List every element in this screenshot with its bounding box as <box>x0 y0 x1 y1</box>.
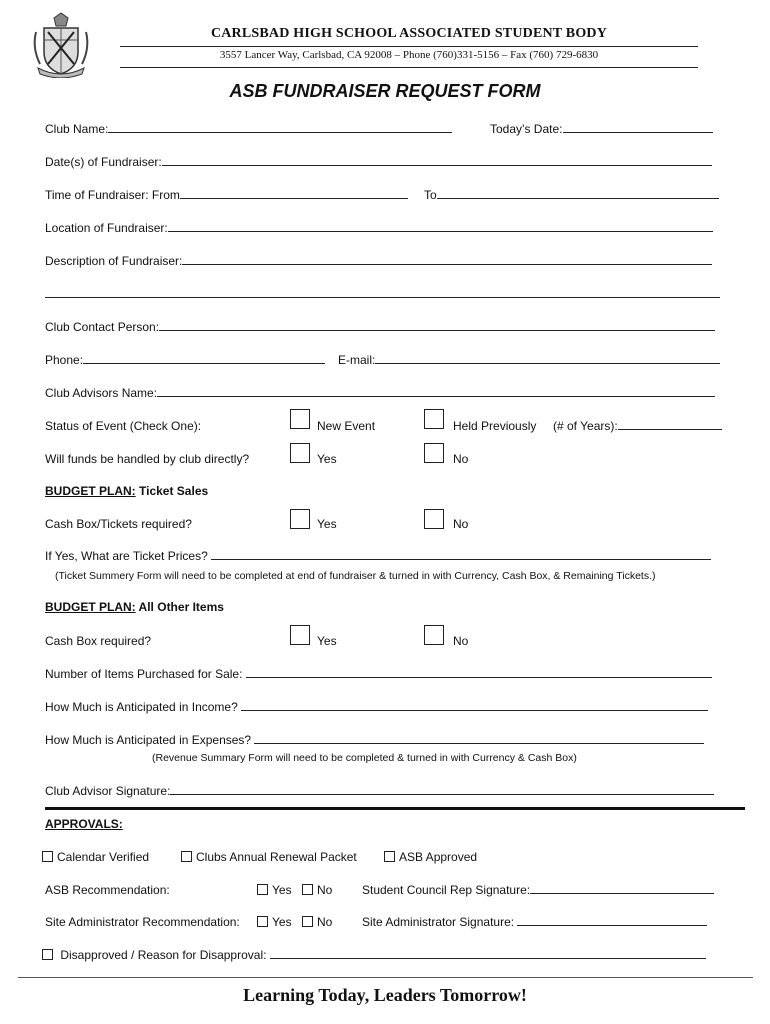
calendar-verified-label: Calendar Verified <box>57 850 150 864</box>
site-signature-row <box>362 914 707 930</box>
approvals-heading <box>45 817 123 831</box>
items-label: Number of Items Purchased for Sale: <box>45 667 243 681</box>
income-label: How Much is Anticipated in Income? <box>45 700 238 714</box>
description-label: Description of Fundraiser: <box>45 254 183 268</box>
todays-date-field[interactable] <box>563 121 713 133</box>
time-from-row <box>45 187 408 203</box>
asb-approved-label: ASB Approved <box>399 850 478 864</box>
dates-label: Date(s) of Fundraiser: <box>45 155 162 169</box>
disapproved-checkbox[interactable] <box>42 949 53 960</box>
site-rec-yes-checkbox[interactable] <box>257 916 268 927</box>
contact-label: Club Contact Person: <box>45 320 160 334</box>
years-row <box>553 418 722 434</box>
description-field[interactable] <box>182 253 712 265</box>
ticket-summary-note: (Ticket Summery Form will need to be completed at end of fundraiser & turned in with Currency, Cash Box, & Remaining Tickets.) <box>55 570 656 582</box>
phone-row <box>45 352 325 368</box>
items-field[interactable] <box>246 666 712 678</box>
ticket-prices-row <box>45 548 711 564</box>
ticket-cashbox-yes-checkbox[interactable] <box>290 509 310 529</box>
phone-label: Phone: <box>45 353 84 367</box>
asb-rec-no-row <box>302 882 332 898</box>
new-event-label: New Event <box>317 419 376 433</box>
time-to-label: To <box>424 188 437 202</box>
council-signature-field[interactable] <box>530 882 714 894</box>
time-to-row <box>424 187 719 203</box>
site-rec-no-row <box>302 914 332 930</box>
approvals-heading-text: APPROVALS: <box>45 817 123 831</box>
funds-yes-label: Yes <box>317 452 337 466</box>
ticket-prices-label: If Yes, What are Ticket Prices? <box>45 549 208 563</box>
school-motto: Learning Today, Leaders Tomorrow! <box>243 985 527 1005</box>
school-address: 3557 Lancer Way, Carlsbad, CA 92008 – Phone (760)331-5156 – Fax (760) 729-6830 <box>219 49 599 61</box>
location-row <box>45 220 713 236</box>
renewal-packet-checkbox[interactable] <box>181 851 192 862</box>
asb-rec-no-checkbox[interactable] <box>302 884 313 895</box>
revenue-summary-note: (Revenue Summary Form will need to be completed & turned in with Currency & Cash Box) <box>152 752 577 764</box>
funds-no-checkbox[interactable] <box>424 443 444 463</box>
site-signature-field[interactable] <box>517 914 707 926</box>
dates-row <box>45 154 712 170</box>
new-event-checkbox[interactable] <box>290 409 310 429</box>
budget-ticket-heading-rest: Ticket Sales <box>135 484 209 498</box>
ticket-cashbox-no-label: No <box>453 517 469 531</box>
time-from-label: Time of Fundraiser: From <box>45 188 180 202</box>
asb-rec-yes-checkbox[interactable] <box>257 884 268 895</box>
asb-approved-checkbox[interactable] <box>384 851 395 862</box>
income-row <box>45 699 708 715</box>
status-label: Status of Event (Check One): <box>45 419 202 433</box>
school-name: CARLSBAD HIGH SCHOOL ASSOCIATED STUDENT BODY <box>210 26 608 41</box>
advisors-row <box>45 385 715 401</box>
header-rule-bottom <box>120 67 698 68</box>
ticket-cashbox-no-checkbox[interactable] <box>424 509 444 529</box>
section-divider <box>45 807 745 810</box>
advisor-signature-field[interactable] <box>170 783 714 795</box>
time-from-field[interactable] <box>180 187 408 199</box>
budget-other-heading-rest: All Other Items <box>135 600 224 614</box>
budget-other-heading-underlined: BUDGET PLAN: <box>45 600 136 614</box>
dates-field[interactable] <box>162 154 712 166</box>
phone-field[interactable] <box>83 352 325 364</box>
asb-approved-row <box>384 849 477 865</box>
school-crest-icon <box>30 12 92 78</box>
footer-rule <box>18 977 753 978</box>
years-label: (# of Years): <box>553 419 618 433</box>
site-rec-yes-label: Yes <box>272 915 292 929</box>
description-row <box>45 253 712 269</box>
funds-yes-checkbox[interactable] <box>290 443 310 463</box>
other-cashbox-label: Cash Box required? <box>45 634 152 648</box>
funds-label: Will funds be handled by club directly? <box>45 452 250 466</box>
site-rec-yes-row <box>257 914 292 930</box>
other-cashbox-no-checkbox[interactable] <box>424 625 444 645</box>
advisor-signature-row <box>45 783 714 799</box>
years-field[interactable] <box>618 418 722 430</box>
location-field[interactable] <box>168 220 713 232</box>
description-field-continued[interactable] <box>45 286 720 298</box>
club-name-row <box>45 121 452 137</box>
expenses-field[interactable] <box>254 732 704 744</box>
description-row-2 <box>45 286 720 302</box>
location-label: Location of Fundraiser: <box>45 221 168 235</box>
other-cashbox-yes-checkbox[interactable] <box>290 625 310 645</box>
email-label: E-mail: <box>338 353 376 367</box>
contact-field[interactable] <box>159 319 715 331</box>
time-to-field[interactable] <box>437 187 719 199</box>
ticket-cashbox-yes-label: Yes <box>317 517 337 531</box>
other-cashbox-no-label: No <box>453 634 469 648</box>
asb-recommendation-label: ASB Recommendation: <box>45 883 170 897</box>
form-title: ASB FUNDRAISER REQUEST FORM <box>229 81 541 101</box>
renewal-packet-row <box>181 849 357 865</box>
calendar-verified-checkbox[interactable] <box>42 851 53 862</box>
site-rec-no-label: No <box>317 915 333 929</box>
funds-no-label: No <box>453 452 469 466</box>
advisors-field[interactable] <box>157 385 715 397</box>
budget-other-heading <box>45 600 224 614</box>
email-row <box>338 352 720 368</box>
site-recommendation-label: Site Administrator Recommendation: <box>45 915 240 929</box>
advisors-label: Club Advisors Name: <box>45 386 158 400</box>
items-row <box>45 666 712 682</box>
disapproved-label: Disapproved / Reason for Disapproval: <box>60 948 267 962</box>
budget-ticket-heading-underlined: BUDGET PLAN: <box>45 484 136 498</box>
renewal-packet-label: Clubs Annual Renewal Packet <box>196 850 357 864</box>
club-name-field[interactable] <box>108 121 452 133</box>
held-previously-checkbox[interactable] <box>424 409 444 429</box>
council-signature-label: Student Council Rep Signature: <box>362 883 531 897</box>
todays-date-row <box>490 121 713 137</box>
asb-rec-yes-label: Yes <box>272 883 292 897</box>
asb-rec-no-label: No <box>317 883 333 897</box>
disapproved-reason-field[interactable] <box>270 947 706 959</box>
header-rule-top <box>120 46 698 47</box>
council-signature-row <box>362 882 714 898</box>
ticket-prices-field[interactable] <box>211 548 711 560</box>
disapproved-row <box>42 947 706 963</box>
calendar-verified-row <box>42 849 149 865</box>
asb-rec-yes-row <box>257 882 292 898</box>
budget-ticket-heading <box>45 484 208 498</box>
other-cashbox-yes-label: Yes <box>317 634 337 648</box>
ticket-cashbox-label: Cash Box/Tickets required? <box>45 517 192 531</box>
email-field[interactable] <box>375 352 720 364</box>
todays-date-label: Today’s Date: <box>490 122 563 136</box>
contact-row <box>45 319 715 335</box>
expenses-row <box>45 732 704 748</box>
site-signature-label: Site Administrator Signature: <box>362 915 515 929</box>
income-field[interactable] <box>241 699 708 711</box>
expenses-label: How Much is Anticipated in Expenses? <box>45 733 252 747</box>
advisor-signature-label: Club Advisor Signature: <box>45 784 171 798</box>
club-name-label: Club Name: <box>45 122 109 136</box>
held-previously-label: Held Previously <box>453 419 537 433</box>
site-rec-no-checkbox[interactable] <box>302 916 313 927</box>
